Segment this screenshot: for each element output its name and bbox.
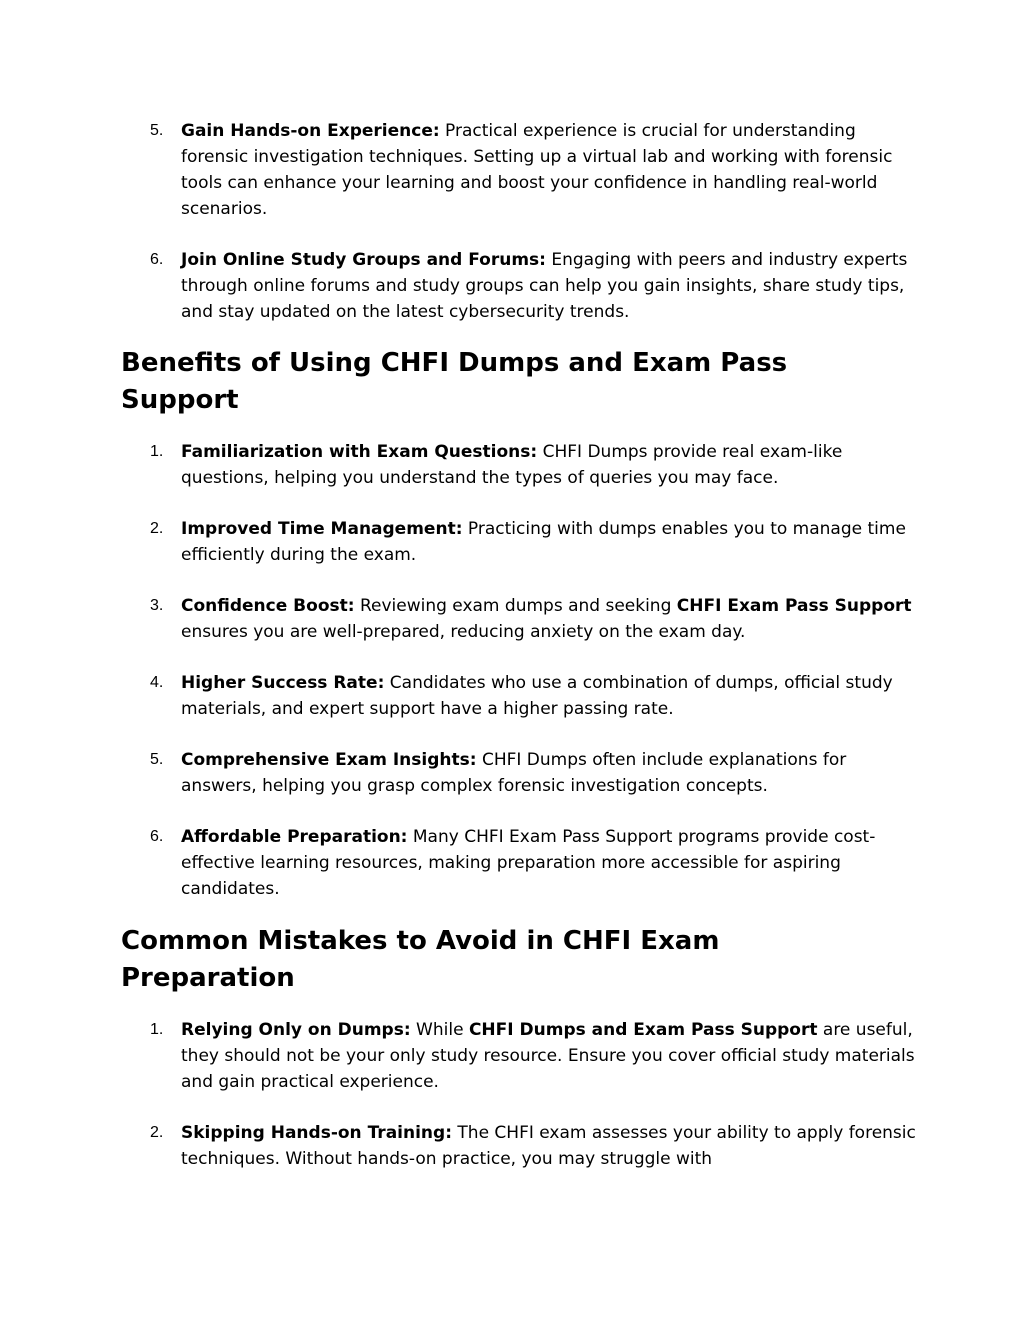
list-number: 5. xyxy=(150,751,164,768)
list-item-text: Many CHFI Exam Pass Support programs provide cost-effective learning resources, making preparation more accessible for aspiring candidates. xyxy=(181,827,876,899)
list-item xyxy=(0,516,916,568)
list-item-text: While xyxy=(410,1020,469,1040)
list-number: 6. xyxy=(150,251,164,268)
list-item-term: Familiarization with Exam Questions: xyxy=(181,442,538,462)
list-item-text: The CHFI exam assesses your ability to apply forensic techniques. Without hands-on practice, you may struggle with xyxy=(181,1123,916,1169)
list-item-term: Relying Only on Dumps: xyxy=(181,1020,411,1040)
list-item xyxy=(0,747,916,799)
tips-list-continued xyxy=(0,118,1024,350)
list-item xyxy=(0,1017,916,1095)
list-item-term: Confidence Boost: xyxy=(181,596,355,616)
list-item xyxy=(0,824,916,902)
list-item-text: Reviewing exam dumps and seeking xyxy=(354,596,677,616)
list-number: 1. xyxy=(150,1021,164,1038)
list-item-term: Gain Hands-on Experience: xyxy=(181,121,440,141)
list-item xyxy=(0,593,916,645)
list-item-text: Engaging with peers and industry experts through online forums and study groups can help you gain insights, share study tips, and stay updated on the latest cybersecurity trends. xyxy=(181,250,908,322)
list-item-text: Practical experience is crucial for understanding forensic investigation techniques. Setting up a virtual lab and working with forensic tools can enhance your learning and boost your confidence in handling real-world scenarios. xyxy=(181,121,893,219)
list-item-text: CHFI Dumps often include explanations for answers, helping you grasp complex forensic investigation concepts. xyxy=(181,750,847,796)
list-number: 5. xyxy=(150,122,164,139)
list-number: 3. xyxy=(150,597,164,614)
section-heading-mistakes: Common Mistakes to Avoid in CHFI Exam Preparation xyxy=(121,926,720,993)
list-item xyxy=(0,670,916,722)
list-item-term: Affordable Preparation: xyxy=(181,827,408,847)
list-item-term: Comprehensive Exam Insights: xyxy=(181,750,477,770)
list-item-text: ensures you are well-prepared, reducing anxiety on the exam day. xyxy=(181,622,746,642)
list-number: 1. xyxy=(150,443,164,460)
list-item xyxy=(0,439,916,491)
list-item xyxy=(0,1120,916,1172)
list-number: 4. xyxy=(150,674,164,691)
benefits-list xyxy=(0,439,1024,927)
list-item-text: Candidates who use a combination of dumps, official study materials, and expert support have a higher passing rate. xyxy=(181,673,893,719)
list-item-text: CHFI Dumps provide real exam-like questions, helping you understand the types of queries you may face. xyxy=(181,442,843,488)
inline-bold-text: CHFI Exam Pass Support xyxy=(676,596,912,616)
inline-bold-text: CHFI Dumps and Exam Pass Support xyxy=(468,1020,818,1040)
list-number: 6. xyxy=(150,828,164,845)
list-item xyxy=(0,247,916,325)
section-heading-benefits: Benefits of Using CHFI Dumps and Exam Pass Support xyxy=(121,348,788,415)
list-item-term: Skipping Hands-on Training: xyxy=(181,1123,452,1143)
list-item-term: Join Online Study Groups and Forums: xyxy=(181,250,546,270)
list-item-text: are useful, they should not be your only study resource. Ensure you cover official study materials and gain practical experience. xyxy=(181,1020,915,1092)
list-item xyxy=(0,118,916,222)
list-item-text: Practicing with dumps enables you to manage time efficiently during the exam. xyxy=(181,519,906,565)
list-number: 2. xyxy=(150,520,164,537)
list-number: 2. xyxy=(150,1124,164,1141)
list-item-term: Higher Success Rate: xyxy=(181,673,385,693)
list-item-term: Improved Time Management: xyxy=(181,519,463,539)
mistakes-list xyxy=(0,1017,1024,1197)
